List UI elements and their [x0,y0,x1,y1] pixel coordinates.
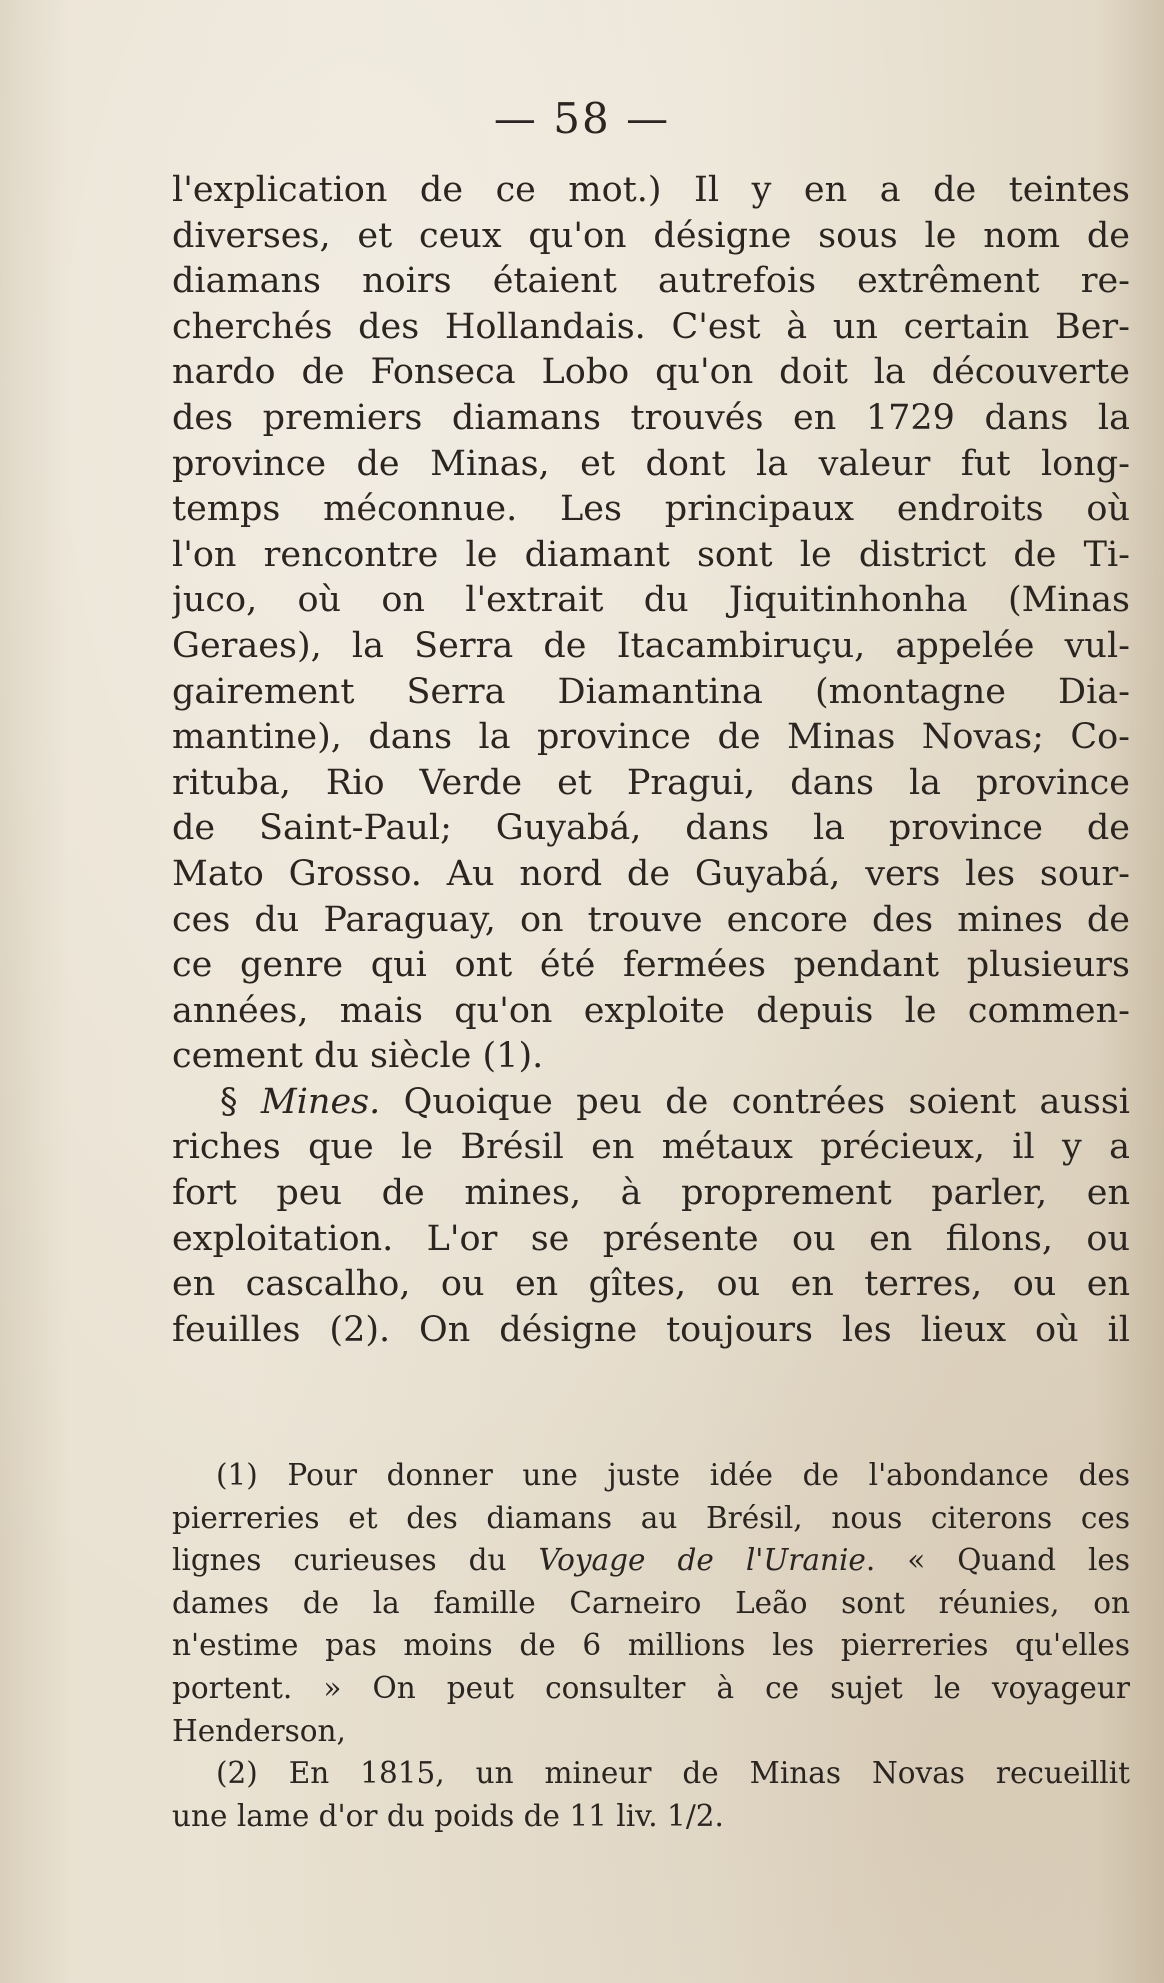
text-line: des premiers diamans trouvés en 1729 dans la [172,397,1130,438]
text-line: temps méconnue. Les principaux endroits où [172,489,1130,530]
footnote-1-line: dames de la famille Carneiro Leão sont réunies, on [172,1585,1130,1620]
text-line: gairement Serra Diamantina (montagne Dia- [172,671,1130,712]
footnote-1-line [172,1539,1130,1582]
page-number: — 58 — [493,94,671,143]
section-title: Mines. [260,1081,381,1122]
text-line: province de Minas, et dont la valeur fut long- [172,443,1130,484]
text-line: en cascalho, ou en gîtes, ou en terres, ou en [172,1264,1130,1305]
section-first-line-text: Quoique peu de contrées soient aussi [403,1081,1130,1122]
text-line: exploitation. L'or se présente ou en filons, ou [172,1218,1130,1259]
section-heading-line [172,1080,1130,1126]
footnote-1-line: Henderson, [172,1713,346,1748]
text-line: cement du siècle (1). [172,1036,544,1077]
footnote-1-line: pierreries et des diamans au Brésil, nous citerons ces [172,1500,1130,1535]
text-line: l'explication de ce mot.) Il y en a de teintes [172,170,1130,210]
footnote-2-line: (2) En 1815, un mineur de Minas Novas recueillit [216,1756,1130,1791]
text-line: Mato Grosso. Au nord de Guyabá, vers les sour- [172,853,1130,894]
text-line: nardo de Fonseca Lobo qu'on doit la découverte [172,352,1130,393]
text-line: Geraes), la Serra de Itacambiruçu, appelée vul- [172,625,1130,666]
section-mark: § [220,1081,238,1122]
footnotes [172,1454,1130,1837]
text-line: fort peu de mines, à proprement parler, en [172,1173,1130,1214]
text-line: l'on rencontre le diamant sont le district de Ti- [172,534,1130,575]
text-line: feuilles (2). On désigne toujours les lieux où il [172,1309,1130,1350]
footnote-2-line: une lame d'or du poids de 11 liv. 1/2. [172,1798,724,1833]
book-title: Voyage de l'Uranie [538,1543,866,1578]
text-line: mantine), dans la province de Minas Novas; Co- [172,717,1130,758]
text-line: ces du Paraguay, on trouve encore des mines de [172,899,1130,940]
text-line: années, mais qu'on exploite depuis le commen- [172,990,1130,1031]
text-line: de Saint-Paul; Guyabá, dans la province de [172,808,1130,849]
text-line: ce genre qui ont été fermées pendant plusieurs [172,945,1130,986]
text-line: cherchés des Hollandais. C'est à un certain Ber- [172,306,1130,347]
text-line: diverses, et ceux qu'on désigne sous le nom de [172,215,1130,256]
text-line: juco, où on l'extrait du Jiquitinhonha (Minas [172,580,1130,621]
footnote-1-line: n'estime pas moins de 6 millions les pierreries qu'elles [172,1628,1130,1663]
footnote-1-line: (1) Pour donner une juste idée de l'abondance des [216,1458,1130,1492]
text-line: rituba, Rio Verde et Pragui, dans la province [172,762,1130,803]
footnote-text: . « Quand les [865,1543,1130,1578]
main-text [172,168,1130,1353]
text-line: riches que le Brésil en métaux précieux, il y a [172,1127,1130,1168]
text-line: diamans noirs étaient autrefois extrêment re- [172,261,1130,302]
footnote-1-line: portent. » On peut consulter à ce sujet le voyageur [172,1670,1130,1705]
footnote-text: lignes curieuses du [172,1543,539,1578]
